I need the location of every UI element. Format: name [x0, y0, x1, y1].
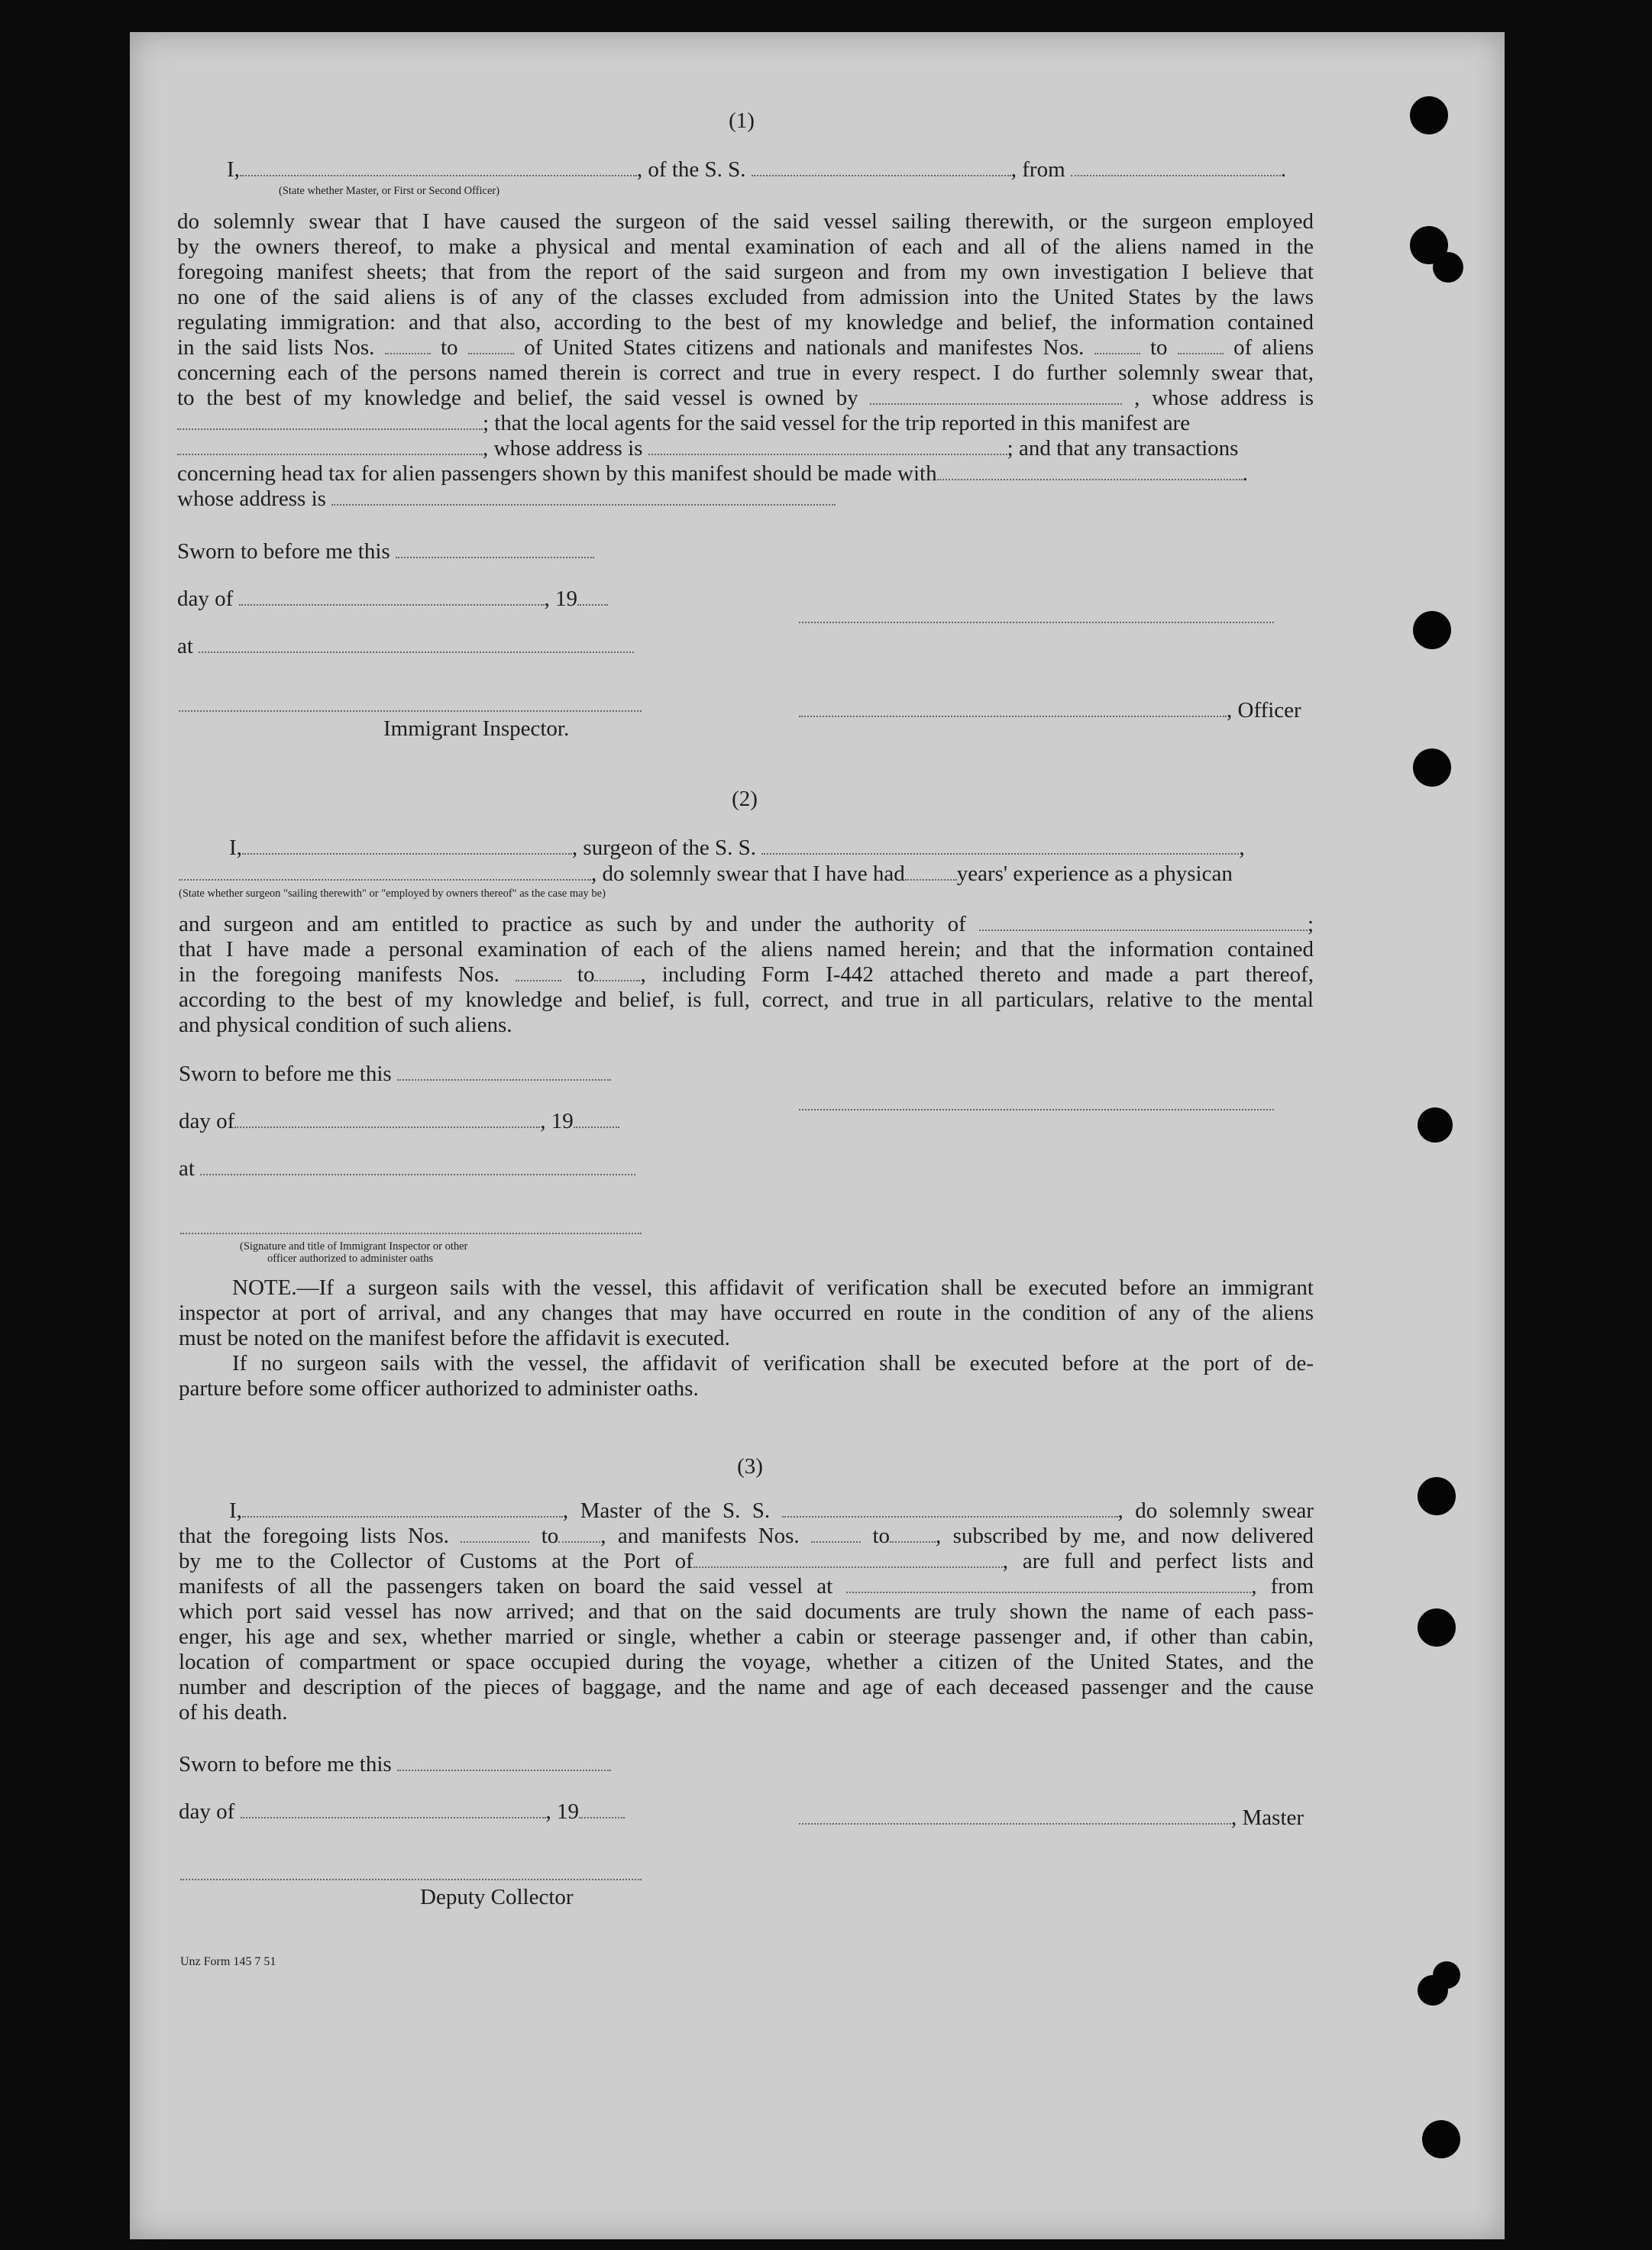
text: whose address is [177, 487, 326, 511]
section-1-note: (State whether Master, or First or Second Officer) [279, 185, 500, 197]
field-list-from[interactable] [385, 341, 431, 354]
punch-hole [1418, 1608, 1456, 1647]
field-manifests-from[interactable] [811, 1529, 861, 1543]
body-line [179, 912, 1314, 937]
field-year[interactable] [579, 1805, 625, 1818]
field-owner-address[interactable] [177, 416, 483, 430]
section-1-day [177, 587, 608, 612]
section-3-body [179, 1498, 1314, 1725]
text: , 19 [544, 587, 578, 611]
field-year[interactable] [574, 1114, 619, 1128]
text: . [1280, 157, 1287, 182]
text: , surgeon of the S. S. [571, 836, 757, 860]
text: I, [229, 836, 242, 860]
body-line [177, 411, 1314, 436]
body-line: according to the best of my knowledge and belief, is full, correct, and true in all particulars, relative to the mental [179, 988, 1314, 1012]
field-embark-port[interactable] [846, 1579, 1251, 1593]
body-line: concerning each of the persons named therein is correct and true in every respect. I do further solemnly swear that, [177, 360, 1314, 385]
collector-signature-line[interactable] [180, 1877, 642, 1880]
field-sworn-date[interactable] [397, 1067, 611, 1081]
punch-hole [1413, 748, 1451, 787]
field-place[interactable] [199, 639, 634, 653]
text: day of [179, 1109, 235, 1133]
punch-hole [1433, 252, 1463, 283]
text: Sworn to before me this [179, 1752, 392, 1776]
body-line [179, 1549, 1314, 1574]
text: at [179, 1156, 195, 1181]
text: ; that the local agents for the said vessel for the trip reported in this manifest are [483, 411, 1191, 435]
field-lists-to[interactable] [558, 1529, 600, 1543]
body-line [177, 335, 1314, 360]
text: , 19 [545, 1799, 580, 1824]
note-line: inspector at port of arrival, and any changes that may have occurred en route in the condition of any of the aliens [179, 1301, 1314, 1325]
field-manifest-from[interactable] [516, 968, 561, 981]
field-from-port[interactable] [1071, 163, 1281, 176]
section-1-line-1 [227, 157, 1286, 183]
text: to [577, 962, 595, 987]
field-place[interactable] [200, 1162, 635, 1175]
field-manifests-to[interactable] [890, 1529, 936, 1543]
field-vessel-name[interactable] [752, 163, 1011, 176]
body-line: no one of the said aliens is of any of the classes excluded from admission into the United States by the laws [177, 285, 1314, 309]
section-1-sworn [177, 539, 594, 564]
body-line [177, 487, 1314, 512]
field-day-month[interactable] [234, 1114, 540, 1128]
text: , [1239, 836, 1245, 860]
field-agents-address[interactable] [648, 441, 1007, 455]
field-manifest-from[interactable] [1094, 341, 1140, 354]
body-line: do solemnly swear that I have caused the surgeon of the said vessel sailing therewith, or the surgeon employed [177, 209, 1314, 234]
punch-hole [1413, 611, 1451, 649]
body-line: foregoing manifest sheets; that from the report of the said surgeon and from my own investigation I believe that [177, 260, 1314, 284]
body-line: which port said vessel has now arrived; and that on the said documents are truly shown the name of each pass- [179, 1599, 1314, 1624]
punch-hole [1418, 1477, 1456, 1515]
body-line: location of compartment or space occupied during the voyage, whether a citizen of the United States, and the [179, 1650, 1314, 1674]
field-list-to[interactable] [468, 341, 514, 354]
field-port[interactable] [693, 1554, 1003, 1568]
text: , Officer [1227, 698, 1301, 723]
deputy-collector-label: Deputy Collector [420, 1885, 574, 1909]
section-2-note: (State whether surgeon "sailing therewith" or "employed by owners thereof" as the case may be) [179, 887, 606, 900]
body-line: and physical condition of such aliens. [179, 1013, 512, 1037]
section-2-sworn [179, 1062, 611, 1087]
field-officer-name[interactable] [240, 163, 637, 176]
text: at [177, 634, 193, 658]
text: , from [1251, 1574, 1314, 1599]
text: to the best of my knowledge and belief, the said vessel is owned by [177, 386, 858, 410]
field-year[interactable] [577, 592, 608, 606]
text: day of [179, 1799, 235, 1824]
note-line: parture before some officer authorized to administer oaths. [179, 1376, 699, 1401]
text: , 19 [540, 1109, 574, 1133]
text: of aliens [1233, 335, 1314, 360]
text: by me to the Collector of Customs at the Port of [179, 1549, 693, 1573]
section-3-day [179, 1799, 625, 1825]
text: . [1242, 461, 1248, 486]
body-line [177, 436, 1314, 461]
text: , including Form I-442 attached thereto and made a part thereof, [640, 962, 1314, 987]
text: ; [1307, 912, 1314, 936]
body-line: by the owners thereof, to make a physical and mental examination of each and all of the aliens named in the [177, 234, 1314, 259]
note-line: If no surgeon sails with the vessel, the affidavit of verification shall be executed before at the port of de- [232, 1351, 1314, 1376]
text: , Master of the S. S. [562, 1498, 771, 1523]
punch-hole [1422, 2120, 1460, 2158]
field-surgeon-type[interactable] [179, 867, 591, 881]
form-id: Unz Form 145 7 51 [180, 1955, 276, 1968]
section-2-body [179, 912, 1314, 1038]
text: , and manifests Nos. [600, 1524, 800, 1548]
body-line: number and description of the pieces of baggage, and the name and age of each deceased passenger and the cause [179, 1675, 1314, 1699]
text: Sworn to before me this [177, 539, 390, 564]
officer-line [799, 698, 1301, 723]
signature-note-2: officer authorized to administer oaths [267, 1253, 434, 1265]
body-line [179, 1524, 1314, 1549]
inspector-signature-line[interactable] [179, 709, 642, 712]
text: manifests of all the passengers taken on board the said vessel at [179, 1574, 833, 1599]
field-lists-from[interactable] [461, 1529, 529, 1543]
text: in the said lists Nos. [177, 335, 375, 360]
note-line: must be noted on the manifest before the affidavit is executed. [179, 1326, 730, 1350]
text: to [541, 1524, 559, 1548]
body-line: that I have made a personal examination of each of the aliens named herein; and that the information contained [179, 937, 1314, 962]
field-manifest-to[interactable] [1178, 341, 1224, 354]
text: to [872, 1524, 891, 1548]
text: to [1149, 335, 1168, 360]
body-line [179, 1574, 1314, 1599]
text: ; and that any transactions [1007, 436, 1239, 461]
text: , do solemnly swear [1117, 1498, 1314, 1523]
field-owner[interactable] [870, 391, 1122, 405]
text: , whose address is [1134, 386, 1314, 410]
field-master-name[interactable] [242, 1504, 563, 1518]
field-sworn-date[interactable] [396, 545, 594, 558]
text: years' experience as a physican [956, 862, 1233, 886]
text: , subscribed by me, and now delivered [936, 1524, 1314, 1548]
section-3-number: (3) [737, 1454, 763, 1479]
text: of United States citizens and nationals and manifestes Nos. [524, 335, 1085, 360]
text: concerning head tax for alien passengers shown by this manifest should be made with [177, 461, 937, 486]
field-agents[interactable] [177, 441, 483, 455]
punch-hole [1410, 96, 1448, 134]
body-line [177, 461, 1314, 487]
field-surgeon-name[interactable] [242, 841, 572, 855]
text: to [440, 335, 458, 360]
text: , Master [1231, 1805, 1304, 1830]
text: I, [229, 1498, 242, 1523]
field-officer-signature[interactable] [799, 703, 1227, 717]
text: , from [1010, 157, 1065, 182]
text: , whose address is [483, 436, 643, 461]
field-sworn-date[interactable] [397, 1757, 611, 1771]
section-2-line-2 [179, 862, 1233, 887]
text: , are full and perfect lists and [1002, 1549, 1314, 1573]
official-signature-line[interactable] [180, 1231, 642, 1234]
body-line: enger, his age and sex, whether married or single, whether a cabin or steerage passenger and, if other than cabin, [179, 1624, 1314, 1649]
section-2-note-text [179, 1275, 1314, 1401]
note-line: NOTE.—If a surgeon sails with the vessel, this affidavit of verification shall be executed before an immigrant [232, 1275, 1314, 1300]
text: that the foregoing lists Nos. [179, 1524, 449, 1548]
body-line [177, 386, 1314, 411]
text: day of [177, 587, 234, 611]
signature-note-1: (Signature and title of Immigrant Inspector or other [240, 1240, 468, 1253]
section-3-sworn [179, 1752, 611, 1777]
section-2-at [179, 1156, 635, 1182]
surgeon-signature-line[interactable] [799, 1107, 1274, 1110]
text: I, [227, 157, 240, 182]
master-line [799, 1805, 1304, 1831]
section-2-day [179, 1109, 619, 1134]
section-1-at [177, 634, 634, 659]
field-day-month[interactable] [239, 592, 545, 606]
text: , of the S. S. [636, 157, 746, 182]
field-manifest-to[interactable] [594, 968, 640, 981]
body-line: of his death. [179, 1700, 288, 1725]
field-head-tax-contact[interactable] [937, 467, 1243, 480]
section-1-body [177, 209, 1314, 512]
field-years[interactable] [905, 867, 957, 881]
section-2-line-1 [229, 836, 1245, 861]
immigrant-inspector-label: Immigrant Inspector. [383, 716, 570, 741]
text: , do solemnly swear that I have had [591, 862, 905, 886]
text: and surgeon and am entitled to practice as such by and under the authority of [179, 912, 966, 936]
body-line [179, 962, 1314, 988]
text: in the foregoing manifests Nos. [179, 962, 499, 987]
signature-line[interactable] [799, 620, 1274, 623]
body-line [179, 1498, 1314, 1524]
field-contact-address[interactable] [331, 492, 836, 506]
text: Sworn to before me this [179, 1062, 392, 1086]
field-master-signature[interactable] [799, 1811, 1231, 1825]
section-1-number: (1) [729, 108, 755, 133]
field-vessel-name[interactable] [782, 1504, 1118, 1518]
field-authority[interactable] [979, 917, 1308, 931]
field-day-month[interactable] [241, 1805, 546, 1818]
punch-hole [1418, 1107, 1453, 1143]
field-vessel-name[interactable] [761, 841, 1239, 855]
body-line: regulating immigration: and that also, according to the best of my knowledge and belief, the information contained [177, 310, 1314, 335]
punch-hole [1433, 1961, 1460, 1989]
section-2-number: (2) [732, 787, 758, 811]
